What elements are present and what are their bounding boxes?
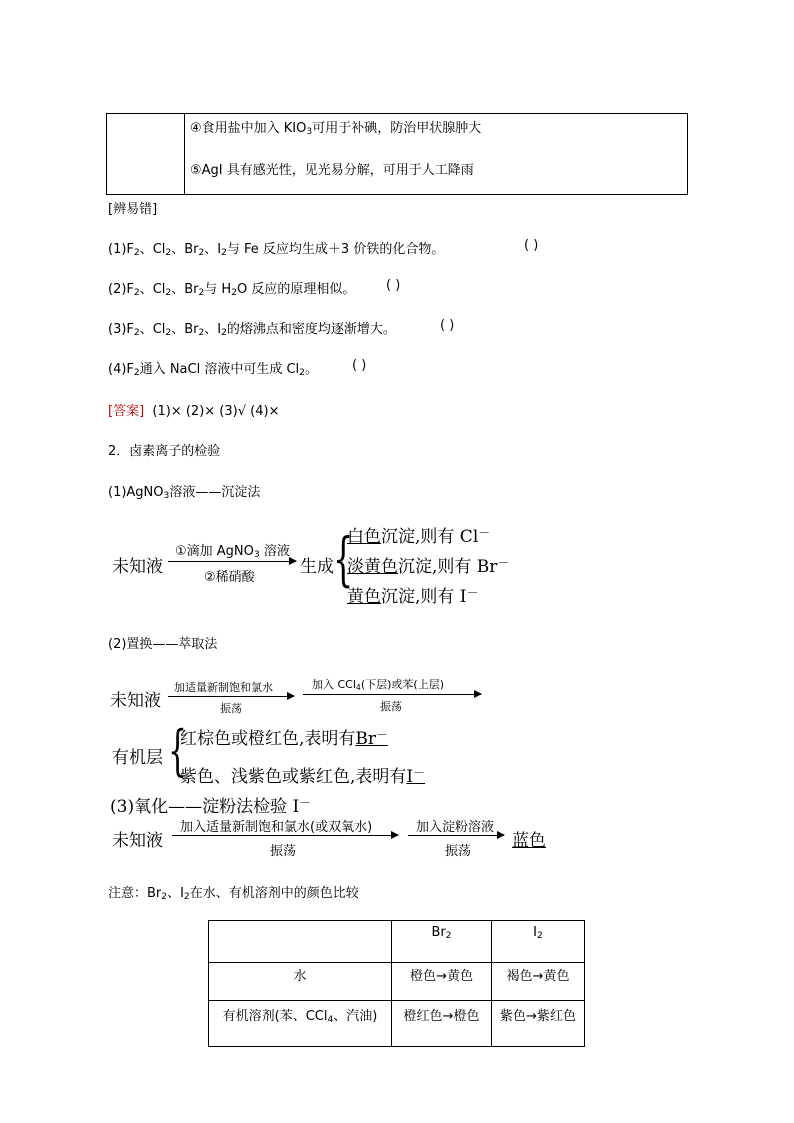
top-table	[106, 113, 688, 195]
method3-arrow-1	[172, 835, 398, 836]
table-content-cell	[185, 114, 688, 195]
answer-blank-4: ( )	[352, 358, 367, 373]
method1-arrow	[168, 561, 296, 562]
header-cell-i2: $I_2$	[492, 921, 585, 963]
heading-2: 2．卤素离子的检验	[108, 444, 221, 459]
method2-arrow-2	[303, 694, 481, 695]
method2-start: 未知液	[110, 691, 161, 711]
method1-result-3: 黄色沉淀,则有 I－	[347, 586, 479, 607]
table-empty-cell	[107, 114, 185, 195]
method1-start: 未知液	[112, 557, 163, 577]
color-comparison-table	[208, 920, 585, 1047]
method3-step1-below: 振荡	[270, 844, 297, 859]
row-label: 有机溶剂(苯、CCl$_4$、汽油)	[209, 1001, 392, 1047]
answer-blank-3: ( )	[440, 318, 455, 333]
answer-line	[108, 400, 279, 419]
table-row	[209, 1001, 585, 1047]
method1-result-1: 白色沉淀,则有 Cl－	[347, 526, 491, 547]
method2-step2-above: 加入 CCl$_4$(下层)或苯(上层)	[312, 678, 444, 692]
item-4: ④食用盐中加入 $KIO_3$可用于补碘，防治甲状腺肿大	[190, 121, 482, 137]
table-row	[209, 963, 585, 1001]
method2-arrow-1	[168, 696, 294, 697]
method3-step1-above: 加入适量新制饱和氯水(或双氧水)	[180, 820, 373, 835]
method1-result-2: 淡黄色沉淀,则有 Br－	[347, 556, 510, 577]
question-3: $(3)F_2$、$Cl_2$、$Br_2$、$I_2$的熔沸点和密度均逐渐增大。	[108, 322, 396, 338]
cell: 橙色→黄色	[392, 963, 492, 1001]
section-label: [辨易错]	[108, 202, 158, 217]
method3-step2-above: 加入淀粉溶液	[416, 820, 495, 835]
method3-step2-below: 振荡	[445, 844, 472, 859]
answer-blank-2: ( )	[386, 278, 401, 293]
method3-arrow-2	[408, 835, 504, 836]
method2-step2-below: 振荡	[380, 700, 402, 713]
answer-blank-1: ( )	[524, 238, 539, 253]
method2-step1-below: 振荡	[220, 702, 242, 715]
bromide-ion: Br－	[355, 728, 388, 749]
method2-result-2: 紫色、浅紫色或紫红色,表明有I－	[180, 766, 426, 787]
method1-reagent-below: ②稀硝酸	[204, 570, 255, 585]
method3-title: (3)氧化——淀粉法检验 I－	[110, 796, 312, 817]
method3-result: 蓝色	[512, 831, 546, 851]
answer-text: (1)× (2)× (3)√ (4)×	[152, 404, 280, 419]
method2-result-1: 红棕色或橙红色,表明有Br－	[180, 728, 388, 749]
method2-layer-label: 有机层	[112, 748, 163, 768]
item-5: ⑤AgI 具有感光性，见光易分解，可用于人工降雨	[190, 163, 474, 178]
answer-label: [答案]	[108, 404, 145, 419]
iodide-ion: I－	[406, 766, 426, 787]
row-label: 水	[209, 963, 392, 1001]
method2-step1-above: 加适量新制饱和氯水	[174, 681, 273, 694]
method2-brace: {	[168, 719, 187, 782]
header-cell-br2: $Br_2$	[392, 921, 492, 963]
cell: 橙红色→橙色	[392, 1001, 492, 1047]
method1-title: (1)AgNO$_3$溶液——沉淀法	[108, 485, 261, 501]
note: 注意：$Br_2$、$I_2$在水、有机溶剂中的颜色比较	[108, 886, 359, 902]
method1-brace: {	[333, 525, 354, 593]
cell: 紫色→紫红色	[492, 1001, 585, 1047]
cell: 褐色→黄色	[492, 963, 585, 1001]
method1-result-label: 生成	[300, 557, 334, 577]
method2-title: (2)置换——萃取法	[108, 637, 218, 652]
question-4: $(4)F_2$通入 NaCl 溶液中可生成 $Cl_2$。	[108, 362, 318, 378]
method3-start: 未知液	[112, 831, 163, 851]
method1-reagent-above: ①滴加 AgNO$_3$ 溶液	[175, 544, 290, 560]
question-2: $(2)F_2$、$Cl_2$、$Br_2$与 $H_2O$ 反应的原理相似。	[108, 282, 356, 298]
header-cell-empty	[209, 921, 392, 963]
question-1: $(1)F_2$、$Cl_2$、$Br_2$、$I_2$与 Fe 反应均生成＋3 价铁的化合物。	[108, 242, 445, 258]
